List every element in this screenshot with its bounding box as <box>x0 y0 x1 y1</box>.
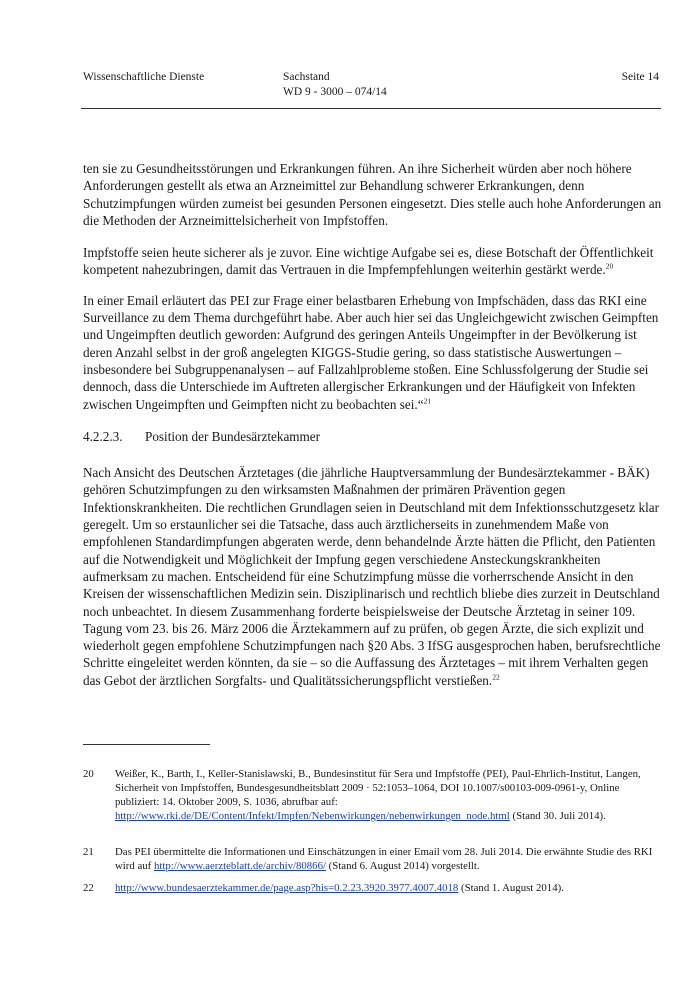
header-doc-number: WD 9 - 3000 – 074/14 <box>283 86 387 98</box>
section-heading <box>83 428 663 445</box>
paragraph-2 <box>83 244 663 279</box>
footnote-link[interactable]: http://www.aerzteblatt.de/archiv/80866/ <box>153 860 326 872</box>
footnote-link[interactable]: http://www.bundesaerztekammer.de/page.asp?his=0.2.23.3920.3977.4007.4018 <box>115 882 459 894</box>
paragraph-4 <box>83 464 663 689</box>
footnote-suffix: (Stand 6. August 2014) vorgestellt. <box>325 860 480 872</box>
footnote-text <box>115 881 663 895</box>
header-institution: Wissenschaftliche Dienste <box>83 71 205 83</box>
footnote-text <box>115 767 663 823</box>
footnote-divider <box>83 744 210 745</box>
footnote-ref-20[interactable]: 20 <box>605 262 614 272</box>
footnote-suffix: (Stand 1. August 2014). <box>458 882 564 894</box>
paragraph-4-text: Nach Ansicht des Deutschen Ärztetages (die jährliche Hauptversammlung der Bundesärztekammer - BÄK) gehören Schutzimpfungen zu den wirksamsten Maßnahmen der primären Prävention gegen Infektionskrankheiten. Die rechtlichen Grundlagen seien in Deutschland mit dem Infektionsschutzgesetz klar geregelt. Um so erstaunlicher sei die Tatsache, dass auch ärztlicherseits in zunehmendem Maße von empfohlenen Standardimpfungen abgeraten werde, denn behandelnde Ärzte hätten die Pflicht, den Patienten auf die Notwendigkeit und Möglichkeit der Impfung gegen verschiedene Ansteckungskrankheiten aufmerksam zu machen. Entscheidend für eine Schutzimpfung müsse die vorherrschende Ansicht in den Kreisen der wissenschaftlichen Medizin sein. Disziplinarisch und rechtlich bliebe dies zurzeit in Deutschland noch unbeachtet. In diesem Zusammenhang forderte beispielsweise der Deutsche Ärztetag in seiner 109. Tagung vom 23. bis 26. März 2006 die Ärztekammern auf zu prüfen, ob gegen Ärzte, die sich explizit und wiederholt gegen empfohlene Schutzimpfungen nach §20 Abs. 3 IfSG ausgesprochen haben, berufsrechtliche Schritte eingeleitet werden könnten, da sie – so die Auffassung des Ärztetages – mit ihrem Verhalten gegen das Gebot der ärztlichen Sorgfalts- und Qualitätssicherungspflicht verstießen. <box>83 465 661 688</box>
footnote-body: Das PEI übermittelte die Informationen und Einschätzungen in einer Email vom 28. Juli 2014. Die erwähnte Studie des RKI wird auf <box>115 846 653 872</box>
paragraph-2-text: Impfstoffe seien heute sicherer als je zuvor. Eine wichtige Aufgabe sei es, diese Botschaft der Öffentlichkeit kompetent nahezubringen, damit das Vertrauen in die Impfempfehlungen weiterhin gestärkt werde. <box>83 245 654 278</box>
footnote-22 <box>83 881 663 895</box>
footnote-number: 20 <box>83 768 94 780</box>
header-document-id <box>283 70 387 100</box>
footnote-suffix: (Stand 30. Juli 2014). <box>509 810 606 822</box>
footnote-link[interactable]: http://www.rki.de/DE/Content/Infekt/Impfen/Nebenwirkungen/nebenwirkungen_node.html <box>115 810 510 822</box>
section-number: 4.2.2.3. <box>83 428 123 444</box>
header-doc-type: Sachstand <box>283 71 330 83</box>
body-text <box>83 160 663 704</box>
header-divider <box>81 108 661 109</box>
paragraph-3-text: In einer Email erläutert das PEI zur Frage einer belastbaren Erhebung von Impfschäden, dass das RKI eine Surveillance zu dem Thema durchgeführt habe. Aber auch hier sei das Ungleichgewicht zwischen Geimpften und Ungeimpften deutlich geworden: Aufgrund des geringen Anteils Ungeimpfter in der Bevölkerung ist deren Anzahl selbst in der groß angelegten KIGGS-Studie gering, so dass statistische Auswertungen – insbesondere bei Subgruppenanalysen – auf Fallzahlprobleme stoßen. Eine Schlussfolgerung der Studie sei dennoch, dass die Unterschiede im Auftreten allergischer Erkrankungen und der Häufigkeit von Infekten zwischen Ungeimpften und Geimpften nicht zu beobachten sei.“ <box>83 292 659 412</box>
footnote-text <box>115 845 663 873</box>
paragraph-1 <box>83 160 663 229</box>
footnote-20 <box>83 767 663 823</box>
section-title: Position der Bundesärztekammer <box>145 428 321 444</box>
footnote-21 <box>83 845 663 873</box>
paragraph-3 <box>83 292 663 413</box>
footnote-ref-22[interactable]: 22 <box>492 672 500 682</box>
footnote-number: 21 <box>83 846 94 858</box>
header-page-number: Seite 14 <box>621 71 659 83</box>
footnote-number: 22 <box>83 882 94 894</box>
paragraph-1-text: ten sie zu Gesundheitsstörungen und Erkrankungen führen. An ihre Sicherheit würden aber noch höhere Anforderungen gestellt als etwa an Arzneimittel zur Behandlung schwerer Erkrankungen, denn Schutzimpfungen würden zumeist bei gesunden Personen eingesetzt. Dies stelle auch hohe Anforderungen an die Methoden der Arzneimittelsicherheit von Impfstoffen. <box>83 161 662 228</box>
footnote-body: Weißer, K., Barth, I., Keller-Stanislawski, B., Bundesinstitut für Sera und Impfstoffe (PEI), Paul-Ehrlich-Institut, Langen, Sicherheit von Impfstoffen, Bundesgesundheitsblatt 2009 · 52:1053–1064, DOI 10.1007/s00103-009-0961-y, Online publiziert: 14. Oktober 2009, S. 1036, abrufbar auf: <box>115 768 641 808</box>
footnote-ref-21[interactable]: 21 <box>423 396 432 406</box>
